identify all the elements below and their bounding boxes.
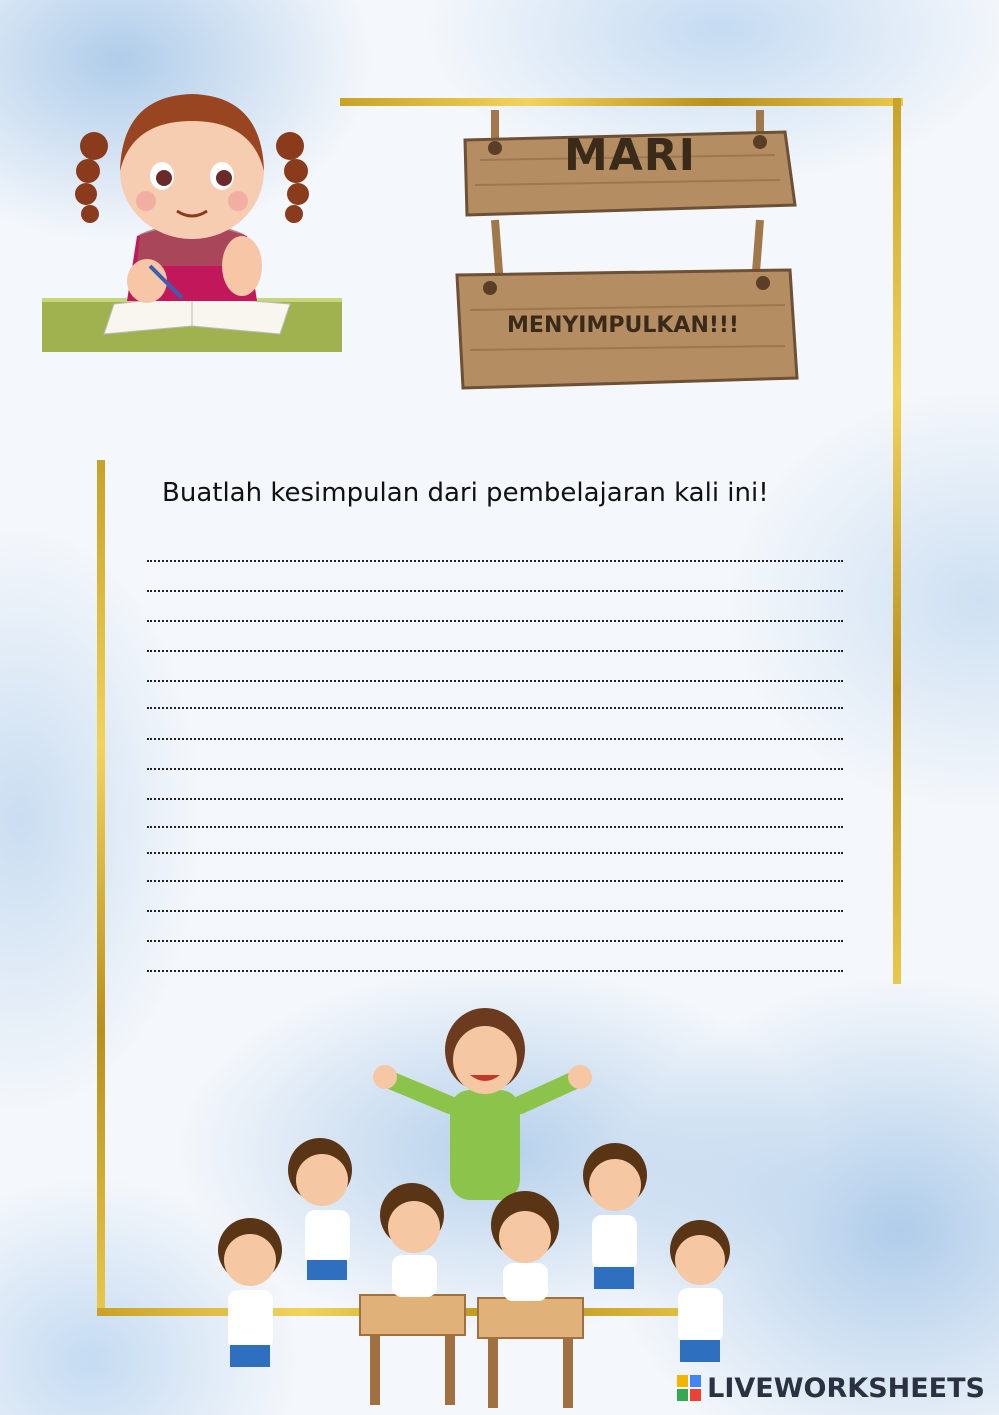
liveworksheets-logo[interactable]: [677, 1371, 985, 1405]
girl-writing-illustration: [42, 76, 342, 352]
answer-line[interactable]: [147, 650, 843, 652]
gold-frame-left: [97, 460, 105, 1316]
sign-title-line2: MENYIMPULKAN!!!: [507, 313, 739, 338]
answer-line[interactable]: [147, 768, 843, 770]
logo-text: LIVEWORKSHEETS: [707, 1372, 985, 1404]
answer-line[interactable]: [147, 798, 843, 800]
answer-line[interactable]: [147, 707, 843, 709]
answer-line[interactable]: [147, 940, 843, 942]
liveworksheets-logo-icon: [677, 1375, 701, 1401]
answer-line[interactable]: [147, 826, 843, 828]
answer-line[interactable]: [147, 590, 843, 592]
answer-line[interactable]: [147, 970, 843, 972]
gold-frame-right: [893, 98, 901, 984]
answer-line[interactable]: [147, 880, 843, 882]
answer-line[interactable]: [147, 738, 843, 740]
gold-frame-top: [340, 98, 903, 106]
answer-line[interactable]: [147, 910, 843, 912]
answer-line[interactable]: [147, 680, 843, 682]
answer-line[interactable]: [147, 620, 843, 622]
instruction-text: Buatlah kesimpulan dari pembelajaran kali ini!: [162, 478, 769, 508]
teacher-and-students-illustration: [180, 1005, 780, 1415]
answer-line[interactable]: [147, 852, 843, 854]
sign-title-line1: MARI: [563, 130, 697, 181]
answer-line[interactable]: [147, 560, 843, 562]
